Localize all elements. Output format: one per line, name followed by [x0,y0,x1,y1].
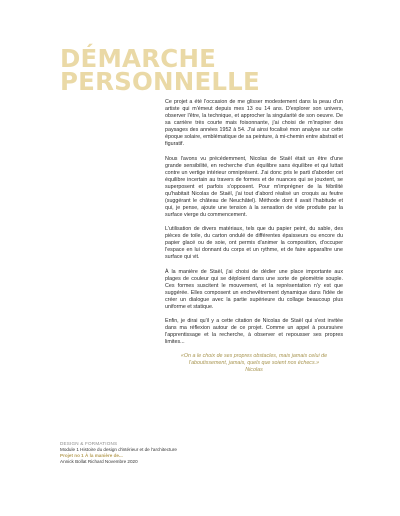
footer-project: Projet no 1 À la manière de... [60,452,123,458]
footer-heading: DESIGN & FORMATIONS [60,441,118,446]
paragraph-1: Ce projet a été l'occasion de me glisser modestement dans la peau d'un artiste qui m'émeut depuis mes 13 ou 14 ans. D'explorer son univers, observer l'être, la technique, et approcher la singularité de son oeuvre. De sa carrière très courte mais foisonnante, j'ai choisi de m'inspirer des paysages des années 1952 à 54. J'ai ainsi focalisé mon analyse sur cette époque solaire, emblématique de sa peinture, à mi-chemin entre abstrait et figuratif. [165,99,343,148]
paragraph-5: Enfin, je dirai qu'il y a cette citation de Nicolas de Staël qui s'est invitée dans ma réflexion autour de ce projet. Comme un appel à poursuivre l'apprentissage et la recherche, à observer et repousser ses propres limites... [165,318,343,346]
quote-author: Nicolas [245,367,263,374]
body-text [165,99,343,375]
paragraph-3: L'utilisation de divers matériaux, tels que du papier peint, du sable, des pièces de toile, du carton ondulé de différentes épaisseurs ou encore du papier glacé ou de soie, ont permis d'animer la composition, d'occuper l'espace en lui donnant du corps et un rythme, et de faire apparaître une surface qui vit. [165,226,343,261]
page-title-line2: PERSONNELLE [60,67,260,96]
footer [60,441,177,465]
footer-author: Annick Bollat Richard Novembre 2020 [60,458,138,464]
footer-module: Module 1 Histoire du design d'intérieur et de l'architecture [60,446,177,452]
paragraph-4: À la manière de Staël, j'ai choisi de dédier une place importante aux plages de couleur qui se déploient dans une sorte de géométrie souple. Ces formes suscitent le mouvement, et la représentation n'y est que suggérée. Elles composent un enchevêtrement dynamique dans l'idée de créer un dialogue avec la partie supérieure du collage beaucoup plus uniforme et statique. [165,268,343,310]
paragraph-2: Nous l'avons vu précédemment, Nicolas de Staël était un être d'une grande sensibilité, en recherche d'un équilibre sans équilibre et qui luttait contre un vertige intérieur omniprésent. J'ai donc pris le parti d'aborder cet équilibre incertain au travers de formes et de nuances qui se jouxtent, se superposent et parfois s'opposent. Pour m'imprégner de la fébrilité qu'habitait Nicolas de Staël, j'ai tout d'abord réalisé un croquis au feutre (suggérant le château de Neuchâtel). Méthode dont il avait l'habitude et qui, je pense, ajoute une tension à la sensation de vide produite par la surface vierge du commencement. [165,155,343,218]
quote-text: «On a le choix de ses propres obstacles, mais jamais celui de l'aboutissement, jamais, quels que soient nos échecs.» [180,353,328,367]
page-title [60,44,260,96]
quote [165,353,343,374]
page-title-line1: DÉMARCHE [60,44,217,73]
